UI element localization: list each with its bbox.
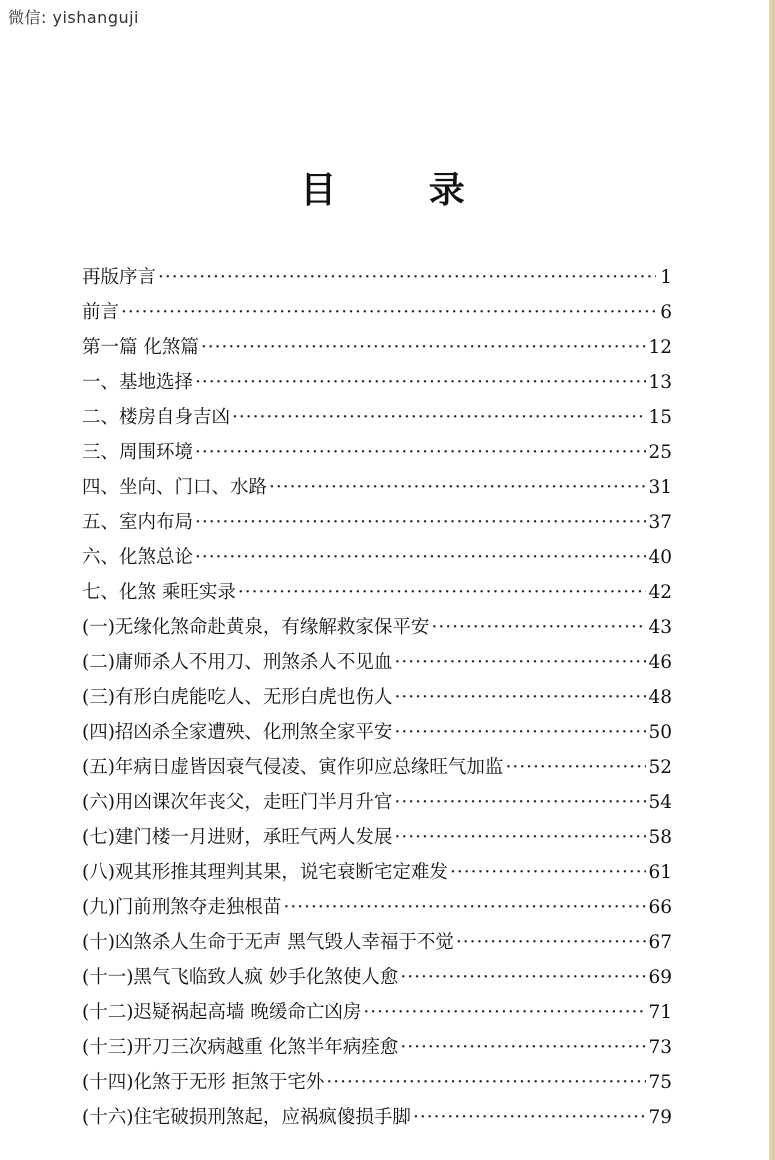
toc-entry-label: (七)建门楼一月进财，承旺气两人发展 (82, 827, 393, 848)
toc-entry-page-number: 37 (648, 512, 672, 533)
toc-entry-page-number: 69 (648, 967, 672, 988)
toc-entry-label: 三、周围环境 (82, 442, 194, 463)
toc-entry-label: (五)年病日虚皆因衰气侵凌、寅作卯应总缘旺气加监 (82, 757, 504, 778)
toc-entry-label: 一、基地选择 (82, 372, 194, 393)
toc-entry[interactable] (82, 263, 672, 298)
toc-leader-dots (195, 442, 646, 463)
toc-entry-page-number: 13 (648, 372, 672, 393)
toc-entry-label: (六)用凶课次年丧父，走旺门半月升官 (82, 792, 393, 813)
toc-entry[interactable] (82, 928, 672, 963)
toc-leader-dots (456, 932, 647, 953)
toc-entry-label: 六、化煞总论 (82, 547, 194, 568)
toc-entry[interactable] (82, 1103, 672, 1138)
toc-entry[interactable] (82, 508, 672, 543)
toc-entry-label: (四)招凶杀全家遭殃、化刑煞全家平安 (82, 722, 393, 743)
toc-entry-page-number: 79 (648, 1107, 672, 1128)
toc-leader-dots (121, 302, 656, 323)
toc-entry-page-number: 66 (648, 897, 672, 918)
toc-leader-dots (394, 827, 646, 848)
toc-entry-label: 七、化煞 乘旺实录 (82, 582, 236, 603)
toc-entry-label: (十二)迟疑祸起高墙 晚缓命亡凶房 (82, 1002, 362, 1023)
toc-entry-page-number: 6 (660, 302, 672, 323)
toc-entry-label: 第一篇 化煞篇 (82, 337, 199, 358)
toc-entry-page-number: 58 (648, 827, 672, 848)
toc-leader-dots (413, 1107, 647, 1128)
toc-entry-page-number: 75 (648, 1072, 672, 1093)
toc-entry-page-number: 52 (648, 757, 672, 778)
toc-entry[interactable] (82, 823, 672, 858)
toc-entry-page-number: 48 (648, 687, 672, 708)
page-title: 目 录 (300, 170, 505, 211)
toc-entry-label: 前言 (82, 302, 120, 323)
toc-entry[interactable] (82, 893, 672, 928)
toc-entry[interactable] (82, 403, 672, 438)
toc-leader-dots (195, 547, 646, 568)
toc-entry-page-number: 15 (648, 407, 672, 428)
toc-entry-page-number: 50 (648, 722, 672, 743)
toc-entry[interactable] (82, 648, 672, 683)
toc-entry[interactable] (82, 718, 672, 753)
toc-entry-label: (十三)开刀三次病越重 化煞半年病痊愈 (82, 1037, 399, 1058)
toc-entry[interactable] (82, 1068, 672, 1103)
toc-leader-dots (400, 1037, 646, 1058)
toc-leader-dots (326, 1072, 646, 1093)
toc-entry-page-number: 25 (648, 442, 672, 463)
toc-entry[interactable] (82, 683, 672, 718)
toc-leader-dots (394, 652, 646, 673)
toc-entry[interactable] (82, 998, 672, 1033)
toc-leader-dots (505, 757, 646, 778)
toc-leader-dots (232, 407, 646, 428)
toc-entry-page-number: 40 (648, 547, 672, 568)
toc-entry[interactable] (82, 368, 672, 403)
toc-entry-label: (三)有形白虎能吃人、无形白虎也伤人 (82, 687, 393, 708)
toc-entry-label: (八)观其形推其理判其果，说宅衰断宅定难发 (82, 862, 448, 883)
toc-entry-label: 四、坐向、门口、水路 (82, 477, 268, 498)
toc-entry-page-number: 54 (648, 792, 672, 813)
toc-entry-label: (二)庸师杀人不用刀、刑煞杀人不见血 (82, 652, 393, 673)
toc-entry-label: (十)凶煞杀人生命于无声 黑气毁人幸福于不觉 (82, 932, 454, 953)
toc-entry[interactable] (82, 333, 672, 368)
toc-entry[interactable] (82, 788, 672, 823)
toc-entry[interactable] (82, 858, 672, 893)
toc-entry[interactable] (82, 473, 672, 508)
toc-entry-label: 二、楼房自身吉凶 (82, 407, 231, 428)
toc-entry[interactable] (82, 578, 672, 613)
toc-entry-label: 再版序言 (82, 267, 157, 288)
toc-entry-page-number: 46 (648, 652, 672, 673)
toc-leader-dots (394, 792, 646, 813)
toc-entry[interactable] (82, 298, 672, 333)
toc-leader-dots (195, 372, 646, 393)
toc-entry-page-number: 71 (648, 1002, 672, 1023)
toc-entry-label: 五、室内布局 (82, 512, 194, 533)
toc-entry-label: (一)无缘化煞命赴黄泉，有缘解救家保平安 (82, 617, 430, 638)
toc-entry-label: (十一)黑气飞临致人疯 妙手化煞使人愈 (82, 967, 399, 988)
toc-entry[interactable] (82, 543, 672, 578)
toc-entry-page-number: 42 (648, 582, 672, 603)
watermark-text: 微信: yishanguji (8, 8, 140, 27)
toc-leader-dots (450, 862, 647, 883)
toc-leader-dots (269, 477, 646, 498)
toc-entry[interactable] (82, 438, 672, 473)
toc-leader-dots (195, 512, 646, 533)
toc-leader-dots (431, 617, 646, 638)
toc-entry-page-number: 1 (660, 267, 672, 288)
toc-entry-label: (十四)化煞于无形 拒煞于宅外 (82, 1072, 325, 1093)
toc-entry-page-number: 12 (648, 337, 672, 358)
toc-entry[interactable] (82, 1033, 672, 1068)
toc-entry[interactable] (82, 753, 672, 788)
toc-entry-page-number: 67 (648, 932, 672, 953)
toc-entry-page-number: 61 (648, 862, 672, 883)
toc-entry-label: (十六)住宅破损刑煞起，应祸疯傻损手脚 (82, 1107, 411, 1128)
toc-leader-dots (201, 337, 647, 358)
toc-entry[interactable] (82, 613, 672, 648)
table-of-contents (82, 263, 672, 1138)
toc-leader-dots (158, 267, 656, 288)
toc-leader-dots (238, 582, 647, 603)
toc-entry[interactable] (82, 963, 672, 998)
toc-leader-dots (283, 897, 646, 918)
toc-entry-page-number: 31 (648, 477, 672, 498)
toc-entry-page-number: 43 (648, 617, 672, 638)
toc-leader-dots (394, 722, 646, 743)
toc-entry-page-number: 73 (648, 1037, 672, 1058)
toc-entry-label: (九)门前刑煞夺走独根苗 (82, 897, 282, 918)
toc-leader-dots (363, 1002, 646, 1023)
toc-leader-dots (400, 967, 646, 988)
toc-leader-dots (394, 687, 646, 708)
